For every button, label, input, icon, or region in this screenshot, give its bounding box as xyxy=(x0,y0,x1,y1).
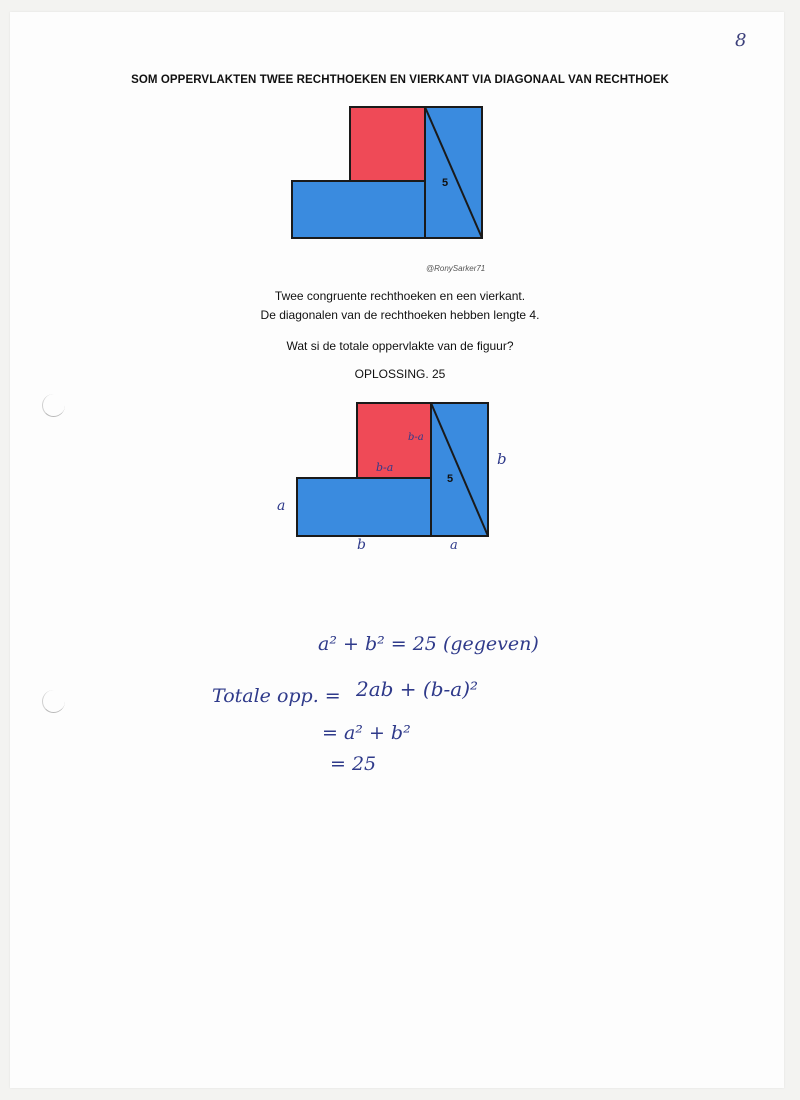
punch-hole-bottom xyxy=(42,690,65,713)
handwritten-step-3: = 25 xyxy=(330,753,377,775)
handwritten-given: a² + b² = 25 (gegeven) xyxy=(318,633,539,655)
punch-hole-top xyxy=(42,394,65,417)
handwritten-step-2: = a² + b² xyxy=(322,722,411,744)
watermark: @RonySarker71 xyxy=(426,264,486,273)
problem-line-1: Twee congruente rechthoeken en een vierkant. xyxy=(274,289,526,303)
label-right-side: b xyxy=(497,450,507,468)
solution-label: OPLOSSING. 25 xyxy=(354,367,446,381)
problem-line-2: De diagonalen van de rechthoeken hebben lengte 4. xyxy=(260,308,540,322)
figure-1-diagonal-label: 5 xyxy=(442,177,449,189)
page-number: 8 xyxy=(735,30,747,51)
label-square-bottom: b-a xyxy=(376,461,394,474)
page-title: SOM OPPERVLAKTEN TWEE RECHTHOEKEN EN VIERKANT VIA DIAGONAAL VAN RECHTHOEK xyxy=(131,74,669,86)
figure-2-diagonal-label: 5 xyxy=(447,473,454,485)
handwritten-step-1: 2ab + (b-a)² xyxy=(356,677,479,701)
figure-2-horizontal-rectangle xyxy=(297,478,431,536)
label-square-right: b-a xyxy=(408,432,424,443)
handwritten-total-label: Totale opp. = xyxy=(212,685,341,707)
label-bottom-left: b xyxy=(357,537,366,553)
label-bottom-right: a xyxy=(450,538,458,553)
problem-question: Wat si de totale oppervlakte van de figuur? xyxy=(286,339,514,353)
label-left-side: a xyxy=(277,498,286,514)
